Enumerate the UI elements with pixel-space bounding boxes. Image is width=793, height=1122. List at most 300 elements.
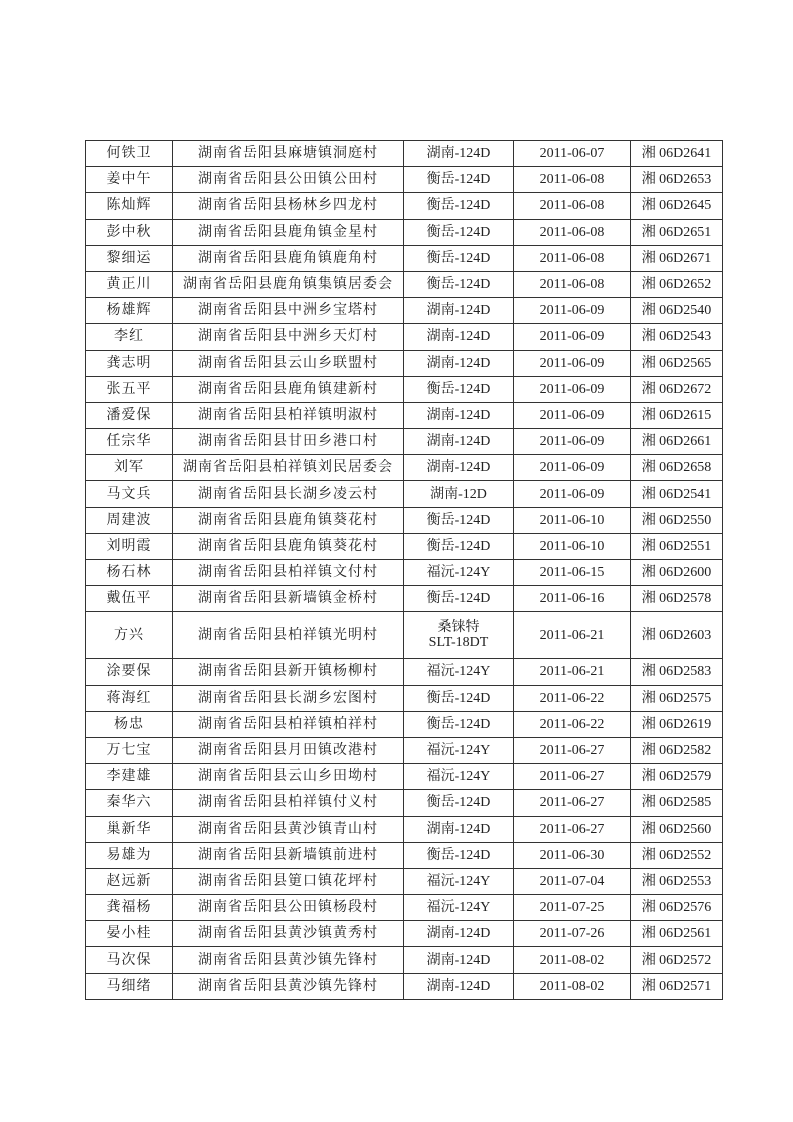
table-row <box>86 737 723 763</box>
registration-table <box>85 140 723 1000</box>
plate-number-cell <box>631 507 723 533</box>
date: 2011-06-09 <box>539 434 605 450</box>
date-cell <box>514 324 631 350</box>
plate-number: 湘 06D2572 <box>641 952 712 968</box>
date-cell <box>514 141 631 167</box>
plate-number-cell <box>631 737 723 763</box>
machine-model-cell <box>404 586 514 612</box>
owner-name-cell <box>86 245 173 271</box>
date-cell <box>514 790 631 816</box>
table-row <box>86 298 723 324</box>
date-cell <box>514 659 631 685</box>
address-cell <box>173 895 404 921</box>
plate-number-cell <box>631 790 723 816</box>
date-cell <box>514 455 631 481</box>
owner-name-cell <box>86 298 173 324</box>
machine-model: 湖南-124D <box>426 821 491 837</box>
machine-model-cell <box>404 764 514 790</box>
plate-number: 湘 06D2651 <box>641 224 712 240</box>
machine-model-cell <box>404 711 514 737</box>
address: 湖南省岳阳县公田镇公田村 <box>198 172 378 188</box>
address-cell <box>173 921 404 947</box>
owner-name-cell <box>86 659 173 685</box>
table-row <box>86 921 723 947</box>
date: 2011-06-22 <box>539 716 605 732</box>
table-row <box>86 790 723 816</box>
plate-number: 湘 06D2585 <box>641 795 712 811</box>
address-cell <box>173 560 404 586</box>
date: 2011-06-27 <box>539 743 605 759</box>
plate-number-cell <box>631 921 723 947</box>
owner-name-cell <box>86 167 173 193</box>
owner-name: 万七宝 <box>106 743 152 759</box>
owner-name-cell <box>86 947 173 973</box>
address: 湖南省岳阳县柏祥镇刘民居委会 <box>183 460 393 476</box>
table-row <box>86 141 723 167</box>
date-cell <box>514 402 631 428</box>
date: 2011-06-09 <box>539 460 605 476</box>
owner-name-cell <box>86 376 173 402</box>
owner-name: 周建波 <box>106 512 152 528</box>
machine-model-cell <box>404 324 514 350</box>
address-cell <box>173 711 404 737</box>
date-cell <box>514 685 631 711</box>
table-row <box>86 868 723 894</box>
address: 湖南省岳阳县黄沙镇青山村 <box>198 821 378 837</box>
address: 湖南省岳阳县黄沙镇黄秀村 <box>198 926 378 942</box>
address: 湖南省岳阳县柏祥镇付义村 <box>198 795 378 811</box>
owner-name: 赵远新 <box>106 873 152 889</box>
date: 2011-07-04 <box>539 873 605 889</box>
date-cell <box>514 193 631 219</box>
date-cell <box>514 586 631 612</box>
plate-number-cell <box>631 560 723 586</box>
plate-number: 湘 06D2600 <box>641 565 712 581</box>
machine-model-cell <box>404 533 514 559</box>
owner-name: 黎细运 <box>106 250 152 266</box>
machine-model: 衡岳-124D <box>426 250 491 266</box>
address-cell <box>173 402 404 428</box>
date: 2011-06-10 <box>539 512 605 528</box>
plate-number: 湘 06D2543 <box>641 329 712 345</box>
machine-model: 福沅-124Y <box>426 900 491 916</box>
machine-model-cell <box>404 376 514 402</box>
owner-name: 易雄为 <box>106 847 152 863</box>
machine-model: 衡岳-124D <box>426 512 491 528</box>
table-row <box>86 895 723 921</box>
table-row <box>86 193 723 219</box>
table-row <box>86 533 723 559</box>
plate-number: 湘 06D2550 <box>641 512 712 528</box>
address: 湖南省岳阳县中洲乡宝塔村 <box>198 303 378 319</box>
date: 2011-06-27 <box>539 769 605 785</box>
table-row <box>86 429 723 455</box>
machine-model-cell <box>404 685 514 711</box>
owner-name-cell <box>86 324 173 350</box>
plate-number-cell <box>631 350 723 376</box>
date: 2011-06-08 <box>539 250 605 266</box>
machine-model: 桑铼特 <box>437 620 480 636</box>
address: 湖南省岳阳县麻塘镇洞庭村 <box>198 146 378 162</box>
address: 湖南省岳阳县云山乡田坳村 <box>198 769 378 785</box>
owner-name-cell <box>86 842 173 868</box>
plate-number-cell <box>631 586 723 612</box>
date-cell <box>514 895 631 921</box>
address: 湖南省岳阳县鹿角镇金星村 <box>198 224 378 240</box>
table-row <box>86 507 723 533</box>
plate-number: 湘 06D2575 <box>641 690 712 706</box>
plate-number-cell <box>631 685 723 711</box>
owner-name: 刘军 <box>114 460 144 476</box>
address: 湖南省岳阳县筻口镇花坪村 <box>198 873 378 889</box>
date-cell <box>514 533 631 559</box>
date: 2011-06-09 <box>539 381 605 397</box>
machine-model: 湖南-124D <box>426 952 491 968</box>
machine-model: 衡岳-124D <box>426 591 491 607</box>
date-cell <box>514 711 631 737</box>
date-cell <box>514 612 631 659</box>
address-cell <box>173 507 404 533</box>
machine-model: 福沅-124Y <box>426 769 491 785</box>
machine-model: 衡岳-124D <box>426 538 491 554</box>
address-cell <box>173 271 404 297</box>
date-cell <box>514 481 631 507</box>
plate-number-cell <box>631 298 723 324</box>
address: 湖南省岳阳县鹿角镇集镇居委会 <box>183 277 393 293</box>
machine-model-cell <box>404 193 514 219</box>
table-row <box>86 764 723 790</box>
date-cell <box>514 842 631 868</box>
machine-model: 衡岳-124D <box>426 277 491 293</box>
date: 2011-08-02 <box>539 952 605 968</box>
machine-model-cell <box>404 947 514 973</box>
owner-name: 杨忠 <box>114 716 144 732</box>
address: 湖南省岳阳县杨林乡四龙村 <box>198 198 378 214</box>
machine-model-cell <box>404 350 514 376</box>
address: 湖南省岳阳县长湖乡凌云村 <box>198 486 378 502</box>
address-cell <box>173 141 404 167</box>
owner-name: 杨雄辉 <box>106 303 152 319</box>
machine-model-cell <box>404 298 514 324</box>
address-cell <box>173 685 404 711</box>
plate-number: 湘 06D2583 <box>641 664 712 680</box>
plate-number-cell <box>631 376 723 402</box>
date: 2011-06-07 <box>539 146 605 162</box>
machine-model: 衡岳-124D <box>426 795 491 811</box>
address: 湖南省岳阳县新开镇杨柳村 <box>198 664 378 680</box>
address: 湖南省岳阳县云山乡联盟村 <box>198 355 378 371</box>
address: 湖南省岳阳县新墙镇前进村 <box>198 847 378 863</box>
owner-name: 黄正川 <box>106 277 152 293</box>
plate-number: 湘 06D2582 <box>641 743 712 759</box>
owner-name-cell <box>86 141 173 167</box>
machine-model-cell <box>404 507 514 533</box>
date-cell <box>514 560 631 586</box>
plate-number: 湘 06D2615 <box>641 407 712 423</box>
machine-model-cell <box>404 402 514 428</box>
address: 湖南省岳阳县柏祥镇明淑村 <box>198 407 378 423</box>
machine-model: 湖南-124D <box>426 329 491 345</box>
owner-name-cell <box>86 560 173 586</box>
plate-number-cell <box>631 324 723 350</box>
address-cell <box>173 298 404 324</box>
plate-number-cell <box>631 219 723 245</box>
address: 湖南省岳阳县柏祥镇柏祥村 <box>198 716 378 732</box>
address-cell <box>173 533 404 559</box>
machine-model-cell <box>404 816 514 842</box>
owner-name: 龚志明 <box>106 355 152 371</box>
date-cell <box>514 764 631 790</box>
machine-model-line2: SLT-18DT <box>428 635 489 651</box>
plate-number: 湘 06D2579 <box>641 769 712 785</box>
date: 2011-06-21 <box>539 627 605 643</box>
owner-name: 姜中午 <box>106 172 152 188</box>
owner-name: 刘明霞 <box>106 538 152 554</box>
machine-model: 湖南-124D <box>426 460 491 476</box>
plate-number: 湘 06D2571 <box>641 978 712 994</box>
address: 湖南省岳阳县鹿角镇葵花村 <box>198 538 378 554</box>
machine-model: 湖南-124D <box>426 355 491 371</box>
date: 2011-06-21 <box>539 664 605 680</box>
table-row <box>86 167 723 193</box>
machine-model: 湖南-124D <box>426 146 491 162</box>
date: 2011-06-08 <box>539 224 605 240</box>
machine-model: 湖南-124D <box>426 407 491 423</box>
plate-number: 湘 06D2578 <box>641 591 712 607</box>
plate-number-cell <box>631 711 723 737</box>
address-cell <box>173 376 404 402</box>
date: 2011-06-09 <box>539 355 605 371</box>
machine-model: 湖南-124D <box>426 926 491 942</box>
date-cell <box>514 429 631 455</box>
table-row <box>86 324 723 350</box>
machine-model-cell <box>404 455 514 481</box>
machine-model: 衡岳-124D <box>426 172 491 188</box>
machine-model-cell <box>404 737 514 763</box>
plate-number-cell <box>631 659 723 685</box>
plate-number-cell <box>631 612 723 659</box>
address-cell <box>173 586 404 612</box>
address-cell <box>173 167 404 193</box>
date-cell <box>514 737 631 763</box>
address-cell <box>173 481 404 507</box>
plate-number: 湘 06D2541 <box>641 486 712 502</box>
plate-number-cell <box>631 402 723 428</box>
date: 2011-06-22 <box>539 690 605 706</box>
date: 2011-07-26 <box>539 926 605 942</box>
address: 湖南省岳阳县黄沙镇先锋村 <box>198 978 378 994</box>
plate-number: 湘 06D2561 <box>641 926 712 942</box>
plate-number: 湘 06D2603 <box>641 627 712 643</box>
owner-name-cell <box>86 402 173 428</box>
machine-model-cell <box>404 790 514 816</box>
table-row <box>86 842 723 868</box>
address: 湖南省岳阳县中洲乡天灯村 <box>198 329 378 345</box>
address-cell <box>173 219 404 245</box>
owner-name-cell <box>86 764 173 790</box>
address-cell <box>173 737 404 763</box>
address-cell <box>173 659 404 685</box>
table-row <box>86 612 723 659</box>
date-cell <box>514 271 631 297</box>
address: 湖南省岳阳县甘田乡港口村 <box>198 434 378 450</box>
plate-number-cell <box>631 816 723 842</box>
machine-model-cell <box>404 245 514 271</box>
address-cell <box>173 193 404 219</box>
date: 2011-07-25 <box>539 900 605 916</box>
plate-number-cell <box>631 141 723 167</box>
owner-name: 马文兵 <box>106 486 152 502</box>
owner-name-cell <box>86 481 173 507</box>
table-row <box>86 219 723 245</box>
machine-model-cell <box>404 868 514 894</box>
machine-model: 福沅-124Y <box>426 743 491 759</box>
address-cell <box>173 973 404 999</box>
table-row <box>86 455 723 481</box>
date: 2011-06-09 <box>539 329 605 345</box>
plate-number: 湘 06D2560 <box>641 821 712 837</box>
date: 2011-06-09 <box>539 407 605 423</box>
table-row <box>86 947 723 973</box>
date: 2011-06-27 <box>539 821 605 837</box>
owner-name: 巢新华 <box>106 821 152 837</box>
date: 2011-06-09 <box>539 486 605 502</box>
plate-number-cell <box>631 533 723 559</box>
plate-number: 湘 06D2553 <box>641 873 712 889</box>
owner-name-cell <box>86 790 173 816</box>
machine-model-cell <box>404 167 514 193</box>
date: 2011-06-08 <box>539 198 605 214</box>
table-row <box>86 350 723 376</box>
machine-model-cell <box>404 141 514 167</box>
plate-number: 湘 06D2565 <box>641 355 712 371</box>
machine-model: 衡岳-124D <box>426 381 491 397</box>
owner-name-cell <box>86 921 173 947</box>
machine-model: 衡岳-124D <box>426 847 491 863</box>
address-cell <box>173 764 404 790</box>
date: 2011-06-15 <box>539 565 605 581</box>
address-cell <box>173 245 404 271</box>
table-row <box>86 586 723 612</box>
owner-name: 秦华六 <box>106 795 152 811</box>
owner-name: 任宗华 <box>106 434 152 450</box>
address-cell <box>173 455 404 481</box>
machine-model: 福沅-124Y <box>426 873 491 889</box>
table-row <box>86 560 723 586</box>
table-row <box>86 271 723 297</box>
plate-number-cell <box>631 429 723 455</box>
plate-number: 湘 06D2552 <box>641 847 712 863</box>
plate-number-cell <box>631 455 723 481</box>
address-cell <box>173 947 404 973</box>
plate-number: 湘 06D2672 <box>641 381 712 397</box>
date: 2011-06-08 <box>539 172 605 188</box>
machine-model: 衡岳-124D <box>426 716 491 732</box>
address-cell <box>173 868 404 894</box>
plate-number: 湘 06D2661 <box>641 434 712 450</box>
date: 2011-06-10 <box>539 538 605 554</box>
machine-model: 福沅-124Y <box>426 664 491 680</box>
plate-number-cell <box>631 193 723 219</box>
table-row <box>86 711 723 737</box>
machine-model-cell <box>404 429 514 455</box>
date-cell <box>514 219 631 245</box>
date-cell <box>514 973 631 999</box>
owner-name-cell <box>86 507 173 533</box>
owner-name-cell <box>86 973 173 999</box>
machine-model-cell <box>404 481 514 507</box>
date: 2011-06-08 <box>539 277 605 293</box>
address-cell <box>173 324 404 350</box>
machine-model: 衡岳-124D <box>426 224 491 240</box>
owner-name-cell <box>86 685 173 711</box>
plate-number: 湘 06D2652 <box>641 277 712 293</box>
owner-name: 蒋海红 <box>106 690 152 706</box>
machine-model-cell <box>404 219 514 245</box>
plate-number-cell <box>631 973 723 999</box>
address: 湖南省岳阳县鹿角镇建新村 <box>198 381 378 397</box>
address: 湖南省岳阳县黄沙镇先锋村 <box>198 952 378 968</box>
table-row <box>86 376 723 402</box>
owner-name-cell <box>86 271 173 297</box>
date: 2011-06-16 <box>539 591 605 607</box>
machine-model: 衡岳-124D <box>426 198 491 214</box>
date: 2011-08-02 <box>539 978 605 994</box>
owner-name-cell <box>86 737 173 763</box>
date-cell <box>514 245 631 271</box>
date-cell <box>514 376 631 402</box>
plate-number: 湘 06D2641 <box>641 146 712 162</box>
owner-name: 陈灿辉 <box>106 198 152 214</box>
owner-name-cell <box>86 429 173 455</box>
address: 湖南省岳阳县柏祥镇文付村 <box>198 565 378 581</box>
address-cell <box>173 350 404 376</box>
machine-model-cell <box>404 612 514 659</box>
plate-number-cell <box>631 764 723 790</box>
date-cell <box>514 816 631 842</box>
plate-number: 湘 06D2551 <box>641 538 712 554</box>
address: 湖南省岳阳县公田镇杨段村 <box>198 900 378 916</box>
owner-name: 潘爱保 <box>106 407 152 423</box>
machine-model: 湖南-124D <box>426 978 491 994</box>
plate-number-cell <box>631 895 723 921</box>
owner-name: 彭中秋 <box>106 224 152 240</box>
owner-name: 张五平 <box>106 381 152 397</box>
owner-name: 李建雄 <box>106 769 152 785</box>
plate-number-cell <box>631 842 723 868</box>
owner-name-cell <box>86 533 173 559</box>
plate-number-cell <box>631 947 723 973</box>
address: 湖南省岳阳县月田镇改港村 <box>198 743 378 759</box>
machine-model-cell <box>404 271 514 297</box>
date: 2011-06-09 <box>539 303 605 319</box>
owner-name: 龚福杨 <box>106 900 152 916</box>
owner-name-cell <box>86 711 173 737</box>
plate-number: 湘 06D2671 <box>641 250 712 266</box>
machine-model-cell <box>404 659 514 685</box>
date-cell <box>514 298 631 324</box>
machine-model: 湖南-124D <box>426 303 491 319</box>
owner-name-cell <box>86 193 173 219</box>
plate-number: 湘 06D2540 <box>641 303 712 319</box>
table-body <box>86 141 723 1000</box>
plate-number: 湘 06D2658 <box>641 460 712 476</box>
table-row <box>86 402 723 428</box>
address-cell <box>173 842 404 868</box>
plate-number-cell <box>631 481 723 507</box>
date: 2011-06-30 <box>539 847 605 863</box>
date-cell <box>514 868 631 894</box>
